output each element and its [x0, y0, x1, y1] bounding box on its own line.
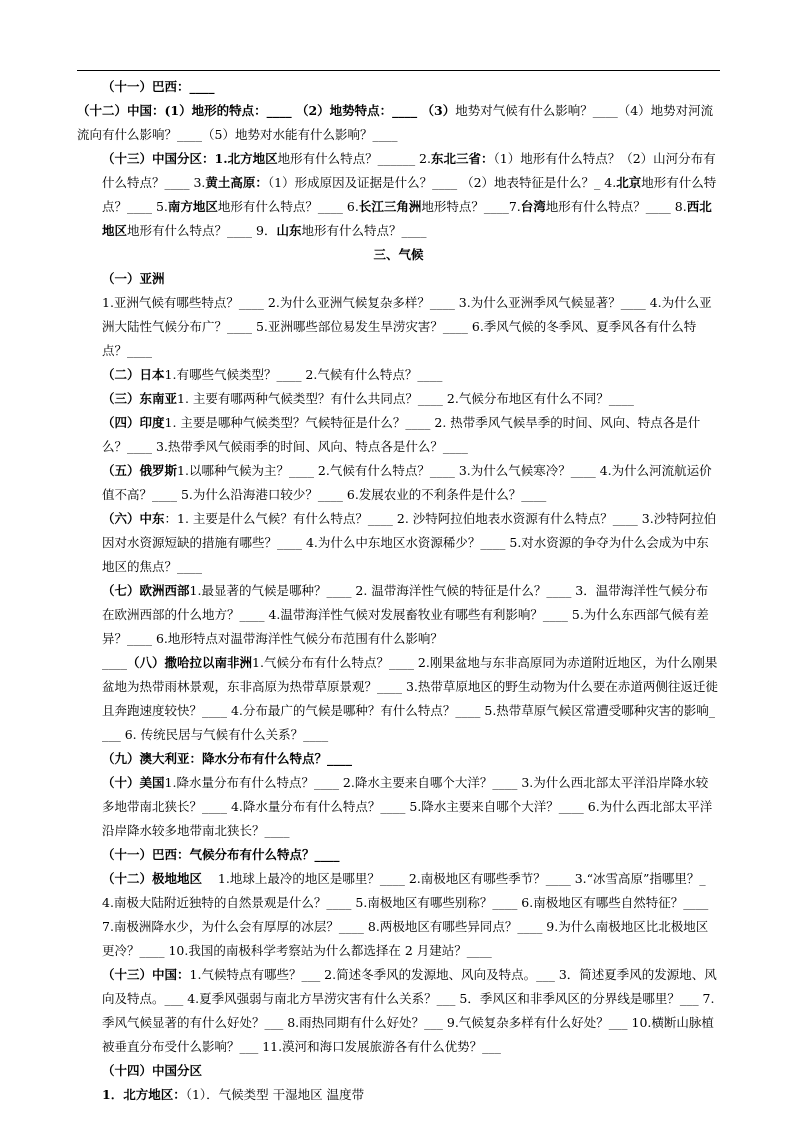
para-china-climate: （十三）中国：1.气候特点有哪些？___ 2.简述冬季风的发源地、风向及特点。___ 3．简述夏季风的发源地、风向及特点。___ 4.夏季风强弱与南北方旱涝灾害有什么关系？___ 5．季风区和非季风区的分界线是哪里？___ 7.季风气候显著的有什么好处？___ 8.雨热同期有什么好处？___ 9.气候复杂多样有什么好处？___ 10.横断山脉植被垂直分布受什么影响？___ 11.漠河和海口发展旅游各有什么优势？___: [102, 967, 717, 1054]
line-brazil-terrain: （十一）巴西：____: [102, 79, 215, 94]
para-asia: 1.亚洲气候有哪些特点？____ 2.为什么亚洲气候复杂多样？____ 3.为什么亚洲季风气候显著？____ 4.为什么亚洲大陆性气候分布广？____ 5.亚洲哪些部位易发生旱涝灾害？____ 6.季风气候的冬季风、夏季风各有什么特点？____: [102, 295, 712, 358]
para-western-europe: （七）欧洲西部1.最显著的气候是哪种？____ 2. 温带海洋性气候的特征是什么？____ 3．温带海洋性气候分布在欧洲西部的什么地方？____ 4.温带海洋性气候对发展畜牧业有哪些有利影响？____ 5.为什么东西部气候有差异？____ 6.地形特点对温带海洋性气候分布范围有什么影响？: [102, 583, 709, 646]
para-polar-3: 7.南极洲降水少，为什么会有厚厚的冰层？____ 8.两极地区有哪些异同点？____ 9.为什么南极地区比北极地区更冷？____ 10.我国的南极科学考察站为什么都选择在 2 月建站？____: [102, 919, 709, 958]
line-china-terrain: （十二）中国：(1）地形的特点：____ （2）地势特点：____ （3）地势对气候有什么影响？____（4）地势对河流流向有什么影响？____（5）地势对水能有什么影响？____: [77, 103, 714, 142]
para-polar-2: 4.南极大陆附近独特的自然景观是什么？____ 5.南极地区有哪些别称？____ 6.南极地区有哪些自然特征？____: [102, 895, 709, 910]
para-north-region: 1．北方地区：（1）．气候类型 干湿地区 温度带: [102, 1087, 365, 1102]
section-title-climate: 三、气候: [373, 247, 424, 262]
document-body: [77, 75, 720, 1107]
para-usa: （十）美国1.降水量分布有什么特点？____ 2.降水主要来自哪个大洋？____ 3.为什么西北部太平洋沿岸降水较多地带南北狭长？____ 4.降水量分布有什么特点？____ 5.降水主要来自哪个大洋？____ 6.为什么西北部太平洋沿岸降水较多地带南北狭长？____: [102, 775, 713, 838]
para-polar-1: （十二）极地地区 1.地球上最冷的地区是哪里？____ 2.南极地区有哪些季节？____ 3.“冰雪高原”指哪里？_: [102, 871, 706, 886]
para-sub-saharan-africa: ____（八）撒哈拉以南非洲1.气候分布有什么特点？____ 2.刚果盆地与东非高原同为赤道附近地区，为什么刚果盆地为热带雨林景观，东非高原为热带草原景观？____ 3.热带草原地区的野生动物为什么要在赤道两侧往返迁徙且奔跑速度较快？____ 4.分布最广的气候是哪种？有什么特点？____ 5.热带草原气候区常遭受哪种灾害的影响____ 6. 传统民居与气候有什么关系？____: [102, 655, 718, 742]
para-india: （四）印度1. 主要是哪种气候类型？气候特征是什么？____ 2. 热带季风气候旱季的时间、风向、特点各是什么？____ 3.热带季风气候雨季的时间、风向、特点各是什么？____: [102, 415, 701, 454]
para-southeast-asia: （三）东南亚1. 主要有哪两种气候类型？有什么共同点？____ 2.气候分布地区有什么不同？____: [102, 391, 634, 406]
heading-asia: （一）亚洲: [102, 271, 165, 286]
heading-australia: （九）澳大利亚：降水分布有什么特点？____: [102, 751, 353, 766]
para-middle-east: （六）中东：1. 主要是什么气候？有什么特点？____ 2. 沙特阿拉伯地表水资源有什么特点？____ 3.沙特阿拉伯因对水资源短缺的措施有哪些？____ 4.为什么中东地区水资源稀少？____ 5.对水资源的争夺为什么会成为中东地区的焦点？____: [102, 511, 717, 574]
header-rule: [77, 70, 720, 71]
line-china-regions-terrain: （十三）中国分区：1.北方地区地形有什么特点？______ 2.东北三省：（1）地形有什么特点？（2）山河分布有什么特点？____ 3.黄土高原：（1）形成原因及证据是什么？____ （2）地表特征是什么？_ 4.北京地形有什么特点？____ 5.南方地区地形有什么特点？____ 6.长江三角洲地形特点？____7.台湾地形有什么特点？____ 8.西北地区地形有什么特点？____ 9．山东地形有什么特点？____: [102, 151, 717, 238]
para-japan: （二）日本1.有哪些气候类型？____ 2.气候有什么特点？____: [102, 367, 443, 382]
heading-brazil-climate: （十一）巴西：气候分布有什么特点？____: [102, 847, 340, 862]
para-russia: （五）俄罗斯1.以哪种气候为主？____ 2.气候有什么特点？____ 3.为什么气候寒冷？____ 4.为什么河流航运价值不高？____ 5.为什么沿海港口较少？____ 6.发展农业的不利条件是什么？____: [102, 463, 712, 502]
heading-china-regions: （十四）中国分区: [102, 1063, 203, 1078]
